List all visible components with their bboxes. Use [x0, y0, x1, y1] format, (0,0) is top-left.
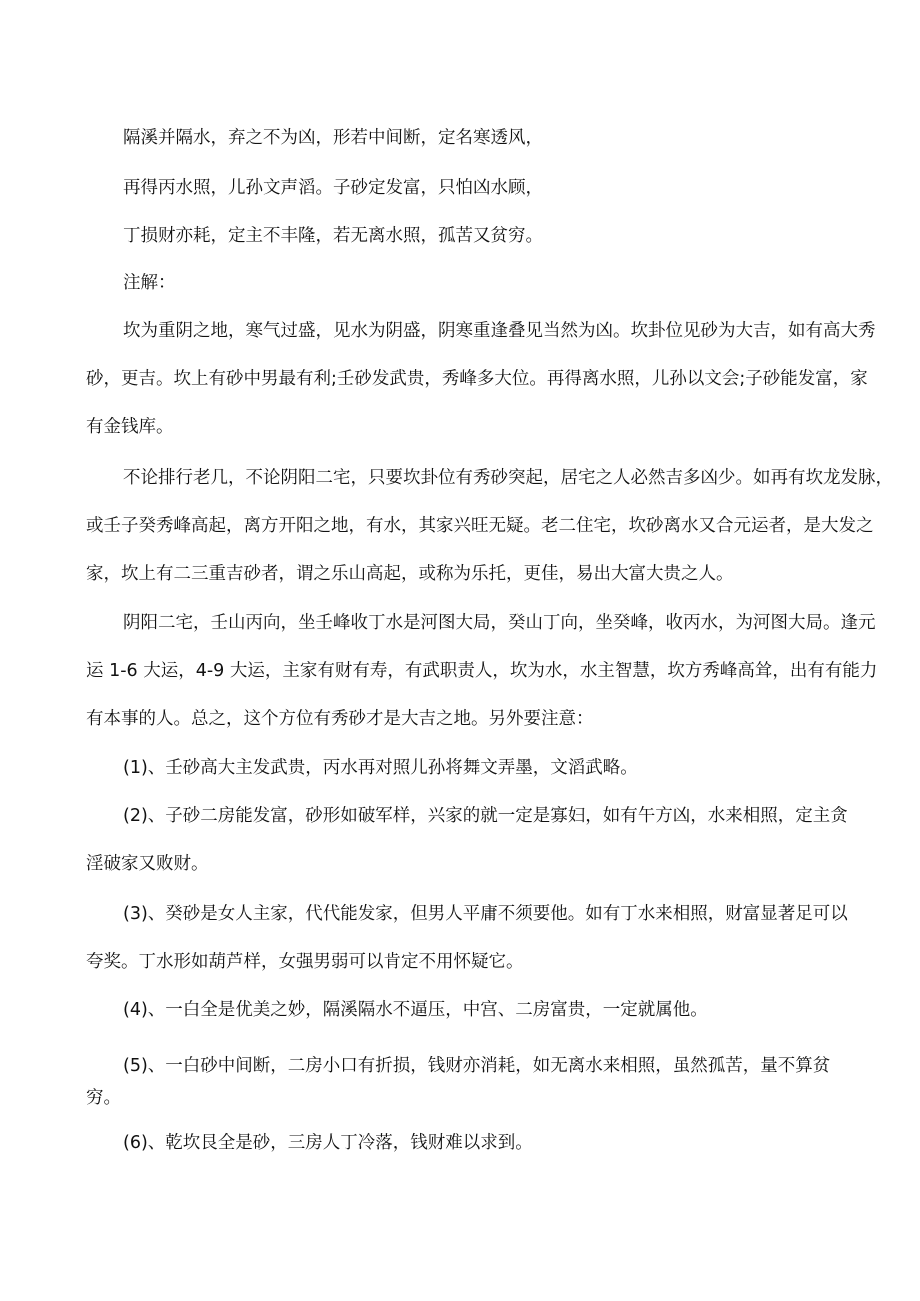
paragraph-line: 注解：	[123, 273, 176, 293]
paragraph-line: 再得丙水照，儿孙文声滔。子砂定发富，只怕凶水顾，	[123, 178, 543, 198]
paragraph-line: 夸奖。丁水形如葫芦样，女强男弱可以肯定不用怀疑它。	[86, 952, 524, 972]
paragraph-line: 砂，更吉。坎上有砂中男最有利;壬砂发武贵，秀峰多大位。再得离水照，儿孙以文会;子砂能发富，家	[86, 369, 868, 389]
paragraph-line: 坎为重阴之地，寒气过盛，见水为阴盛，阴寒重逢叠见当然为凶。坎卦位见砂为大吉，如有高大秀	[123, 321, 876, 341]
paragraph-line: 不论排行老几，不论阴阳二宅，只要坎卦位有秀砂突起，居宅之人必然吉多凶少。如再有坎龙发脉，	[123, 468, 893, 488]
paragraph-line: 丁损财亦耗，定主不丰隆，若无离水照，孤苦又贫穷。	[123, 226, 543, 246]
paragraph-line: 穷。	[86, 1088, 121, 1108]
paragraph-line: 有本事的人。总之，这个方位有秀砂才是大吉之地。另外要注意：	[86, 709, 594, 729]
paragraph-line: 或壬子癸秀峰高起，离方开阳之地，有水，其家兴旺无疑。老二住宅，坎砂离水又合元运者，是大发之	[86, 516, 874, 536]
paragraph-line: 隔溪并隔水，弃之不为凶，形若中间断，定名寒透风，	[123, 128, 543, 148]
paragraph-line: 有金钱库。	[86, 417, 174, 437]
paragraph-line: (2)、子砂二房能发富，砂形如破军样，兴家的就一定是寡妇，如有午方凶，水来相照，定主贪	[123, 806, 848, 826]
paragraph-line: 运 1-6 大运，4-9 大运，主家有财有寿，有武职责人，坎为水，水主智慧，坎方秀峰高耸，出有有能力	[86, 661, 878, 681]
paragraph-line: (5)、一白砂中间断，二房小口有折损，钱财亦消耗，如无离水来相照，虽然孤苦，量不算贫	[123, 1056, 831, 1076]
paragraph-line: (3)、癸砂是女人主家，代代能发家，但男人平庸不须要他。如有丁水来相照，财富显著足可以	[123, 904, 848, 924]
paragraph-line: 阴阳二宅，壬山丙向，坐壬峰收丁水是河图大局，癸山丁向，坐癸峰，收丙水，为河图大局。逢元	[123, 613, 876, 633]
paragraph-line: (1)、壬砂高大主发武贵，丙水再对照儿孙将舞文弄墨，文滔武略。	[123, 758, 638, 778]
paragraph-line: (6)、乾坎艮全是砂，三房人丁冷落，钱财难以求到。	[123, 1133, 533, 1153]
paragraph-line: (4)、一白全是优美之妙，隔溪隔水不逼压，中宫、二房富贵，一定就属他。	[123, 1000, 708, 1020]
paragraph-line: 家，坎上有二三重吉砂者，谓之乐山高起，或称为乐托，更佳，易出大富大贵之人。	[86, 564, 734, 584]
paragraph-line: 淫破家又败财。	[86, 854, 209, 874]
